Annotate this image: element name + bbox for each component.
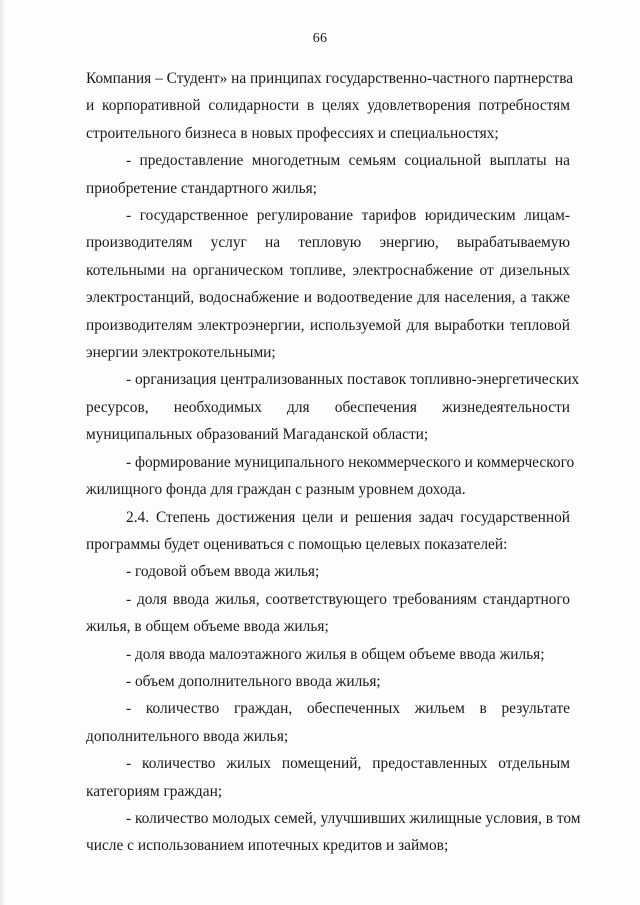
text-line: муниципальных образований Магаданской области; <box>86 426 429 444</box>
text-line: Компания – Студент» на принципах государственно-частного партнерства <box>86 70 574 87</box>
text-line: числе с использованием ипотечных кредитов и займов; <box>86 837 449 855</box>
text-line: - формирование муниципального некоммерческого и коммерческого <box>126 453 575 471</box>
text-line: энергии электрокотельными; <box>86 344 276 362</box>
text-line: - государственное регулирование тарифов юридическим лицам- <box>126 207 570 225</box>
text-line: - количество граждан, обеспеченных жильем в результате <box>126 700 570 718</box>
page-number: 66 <box>312 31 328 46</box>
text-line: ресурсов, необходимых для обеспечения жизнедеятельности <box>86 398 570 416</box>
text-line: жилищного фонда для граждан с разным уровнем дохода. <box>86 481 466 499</box>
document-body <box>86 65 581 860</box>
text-line: электростанций, водоснабжение и водоотведение для населения, а также <box>86 289 570 307</box>
text-line: приобретение стандартного жилья; <box>86 179 317 197</box>
text-line: и корпоративной солидарности в целях удовлетворения потребностям <box>86 97 570 115</box>
text-line: - организация централизованных поставок топливно-энергетических <box>126 371 580 389</box>
text-line: - количество жилых помещений, предоставленных отдельным <box>126 755 570 773</box>
text-line: производителям электроэнергии, используемой для выработки тепловой <box>86 316 570 334</box>
text-line: строительного бизнеса в новых профессиях и специальностях; <box>86 124 499 142</box>
text-line: дополнительного ввода жилья; <box>86 727 289 745</box>
text-line: котельными на органическом топливе, электроснабжение от дизельных <box>86 261 570 279</box>
text-line: - объем дополнительного ввода жилья; <box>126 672 381 690</box>
text-line: категориям граждан; <box>86 782 223 800</box>
text-line: - годовой объем ввода жилья; <box>126 563 320 581</box>
text-line: - доля ввода малоэтажного жилья в общем объеме ввода жилья; <box>126 645 545 663</box>
scan-edge-shadow <box>0 0 6 905</box>
text-line: - количество молодых семей, улучшивших жилищные условия, в том <box>126 809 581 827</box>
text-line: - доля ввода жилья, соответствующего требованиям стандартного <box>126 590 570 608</box>
text-line: производителям услуг на тепловую энергию, вырабатываемую <box>86 234 570 252</box>
text-line: жилья, в общем объеме ввода жилья; <box>86 618 329 636</box>
text-line: - предоставление многодетным семьям социальной выплаты на <box>126 152 570 170</box>
text-line: программы будет оцениваться с помощью целевых показателей: <box>86 535 508 553</box>
text-line: 2.4. Степень достижения цели и решения задач государственной <box>126 508 570 526</box>
